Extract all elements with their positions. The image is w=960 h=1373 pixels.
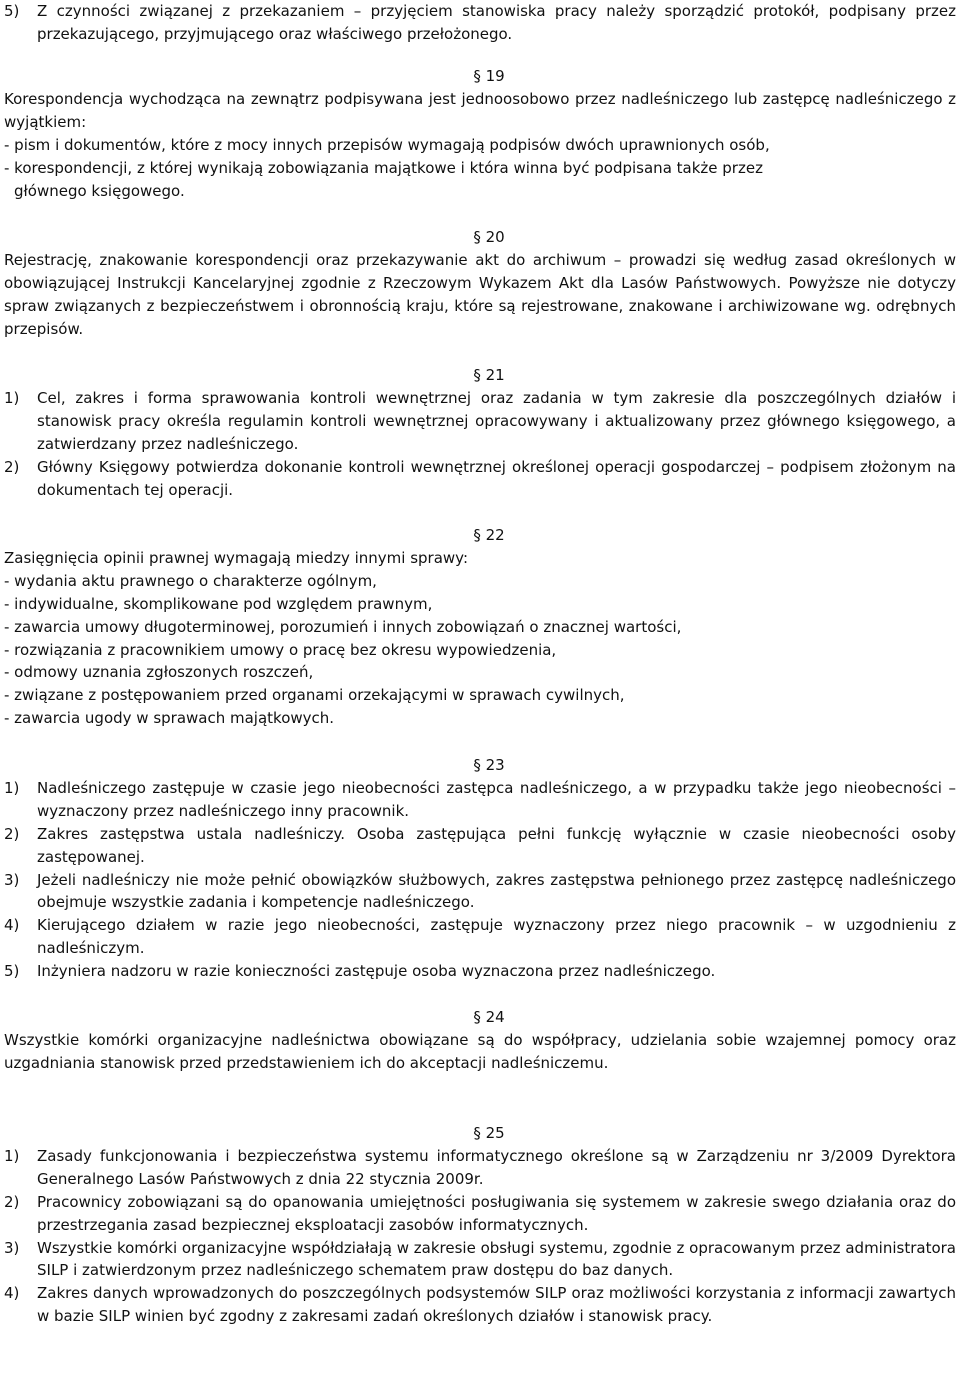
item-text: Nadleśniczego zastępuje w czasie jego nieobecności zastępca nadleśniczego, a w przypadku także jego nieobecności – wyznaczony przez nadleśniczego inny pracownik. <box>37 778 956 820</box>
paragraph: Wszystkie komórki organizacyjne nadleśnictwa obowiązane są do współpracy, udzielania sobie wzajemnej pomocy oraz uzgadniania stanowisk przed przedstawieniem ich do akceptacji nadleśniczemu. <box>4 1030 956 1072</box>
dash-item: - pism i dokumentów, które z mocy innych przepisów wymagają podpisów dwóch uprawnionych osób, <box>4 135 770 154</box>
section-21 <box>4 364 956 501</box>
list-item <box>4 1237 956 1283</box>
list-item <box>4 869 956 915</box>
item-number: 1) <box>4 1146 20 1165</box>
list-item <box>4 960 956 983</box>
item-number: 2) <box>4 1192 20 1211</box>
intro-section <box>4 0 956 46</box>
dash-item: - zawarcia umowy długoterminowej, porozumień i innych zobowiązań o znacznej wartości, <box>4 617 682 636</box>
dash-item: - korespondencji, z której wynikają zobowiązania majątkowe i która winna być podpisana także przez <box>4 158 763 177</box>
item-text: Z czynności związanej z przekazaniem – przyjęciem stanowiska pracy należy sporządzić protokół, podpisany przez przekazującego, przyjmującego oraz właściwego przełożonego. <box>37 2 956 43</box>
item-number: 3) <box>4 1238 20 1257</box>
list-item <box>4 777 956 823</box>
item-text: Cel, zakres i forma sprawowania kontroli wewnętrznej oraz zadania w tym zakresie dla poszczególnych działów i stanowisk pracy określa regulamin kontroli wewnętrznej opracowywany i aktualizowany przez głównego księgowego, a zatwierdzany przez nadleśniczego. <box>37 388 956 453</box>
paragraph: Korespondencja wychodząca na zewnątrz podpisywana jest jednoosobowo przez nadleśniczego lub zastępcę nadleśniczego z wyjątkiem: <box>4 89 956 131</box>
list-item <box>4 1145 956 1191</box>
list-item <box>4 914 956 960</box>
section-heading: § 22 <box>473 526 505 544</box>
item-number: 1) <box>4 778 20 797</box>
section-19 <box>4 65 956 202</box>
section-23 <box>4 754 956 983</box>
list-item <box>4 823 956 869</box>
item-number: 2) <box>4 457 20 476</box>
item-text: Jeżeli nadleśniczy nie może pełnić obowiązków służbowych, zakres zastępstwa pełnionego przez zastępcę nadleśniczego obejmuje wszystkie zadania i kompetencje nadleśniczego. <box>37 870 956 912</box>
dash-item: - zawarcia ugody w sprawach majątkowych. <box>4 709 335 728</box>
section-20 <box>4 226 956 341</box>
dash-item: - odmowy uznania zgłoszonych roszczeń, <box>4 663 314 682</box>
item-text: Zakres zastępstwa ustala nadleśniczy. Osoba zastępująca pełni funkcję wyłącznie w czasie nieobecności osoby zastępowanej. <box>37 824 956 866</box>
item-text: Zakres danych wprowadzonych do poszczególnych podsystemów SILP oraz możliwości korzystania z informacji zawartych w bazie SILP winien być zgodny z zakresami zadań określonych działów i stanowisk pracy. <box>37 1284 956 1326</box>
item-number: 2) <box>4 824 20 843</box>
item-text: Zasady funkcjonowania i bezpieczeństwa systemu informatycznego określone są w Zarządzeniu nr 3/2009 Dyrektora Generalnego Lasów Państwowych z dnia 22 stycznia 2009r. <box>37 1146 956 1188</box>
item-text: Główny Księgowy potwierdza dokonanie kontroli wewnętrznej określonej operacji gospodarczej – podpisem złożonym na dokumentach tej operacji. <box>37 457 956 499</box>
list-item <box>4 456 956 502</box>
dash-item: - wydania aktu prawnego o charakterze ogólnym, <box>4 571 377 590</box>
dash-item: - związane z postępowaniem przed organami orzekającymi w sprawach cywilnych, <box>4 686 625 705</box>
item-text: Kierującego działem w razie jego nieobecności, zastępuje wyznaczony przez niego pracownik – w uzgodnieniu z nadleśniczym. <box>37 916 956 958</box>
section-22 <box>4 524 956 730</box>
section-24 <box>4 1006 956 1075</box>
paragraph: Rejestrację, znakowanie korespondencji oraz przekazywanie akt do archiwum – prowadzi się według zasad określonych w obowiązującej Instrukcji Kancelaryjnej zgodnie z Rzeczowym Wykazem Akt dla Lasów Państwowych. Powyższe nie dotyczy spraw związanych z bezpieczeństwem i obronnością kraju, które są rejestrowane, znakowane i archiwizowane wg. odrębnych przepisów. <box>4 250 956 338</box>
item-text: Wszystkie komórki organizacyjne współdziałają w zakresie obsługi systemu, zgodnie z opracowanym przez administratora SILP i zatwierdzonym przez nadleśniczego schematem praw dostępu do baz danych. <box>37 1238 956 1280</box>
section-heading: § 24 <box>473 1008 505 1026</box>
item-number: 5) <box>4 2 20 20</box>
section-heading: § 23 <box>473 756 505 774</box>
section-heading: § 20 <box>473 228 505 246</box>
paragraph: Zasięgnięcia opinii prawnej wymagają miedzy innymi sprawy: <box>4 548 469 567</box>
item-number: 1) <box>4 388 20 407</box>
dash-item: - rozwiązania z pracownikiem umowy o pracę bez okresu wypowiedzenia, <box>4 640 557 659</box>
item-number: 4) <box>4 1284 20 1303</box>
dash-item: - indywidualne, skomplikowane pod względem prawnym, <box>4 594 433 613</box>
dash-item-continuation: głównego księgowego. <box>14 181 185 200</box>
section-heading: § 19 <box>473 67 505 85</box>
section-heading: § 25 <box>473 1124 505 1142</box>
item-text: Pracownicy zobowiązani są do opanowania umiejętności posługiwania się systemem w zakresie swego działania oraz do przestrzegania zasad bezpiecznej eksploatacji zasobów informatycznych. <box>37 1192 956 1234</box>
item-text: Inżyniera nadzoru w razie konieczności zastępuje osoba wyznaczona przez nadleśniczego. <box>37 962 716 981</box>
section-25 <box>4 1122 956 1328</box>
item-number: 4) <box>4 916 20 935</box>
list-item <box>4 1282 956 1328</box>
list-item <box>4 0 956 46</box>
item-number: 3) <box>4 870 20 889</box>
list-item <box>4 387 956 456</box>
item-number: 5) <box>4 962 20 981</box>
list-item <box>4 1191 956 1237</box>
section-heading: § 21 <box>473 366 505 384</box>
